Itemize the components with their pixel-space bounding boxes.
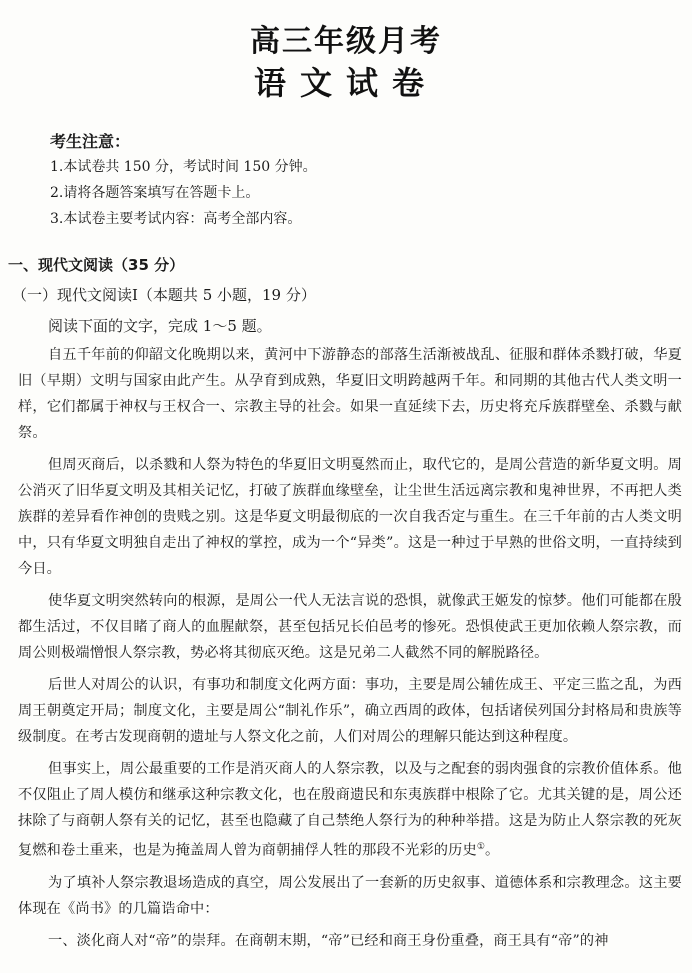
notice-block (50, 130, 650, 232)
exam-subject-title: 语文试卷 (253, 64, 438, 102)
passage-paragraph-text: 但事实上，周公最重要的工作是消灭商人的人祭宗教，以及与之配套的弱肉强食的宗教价值体系。他不仅阻止了周人模仿和继承这种宗教文化，也在殷商遗民和东夷族群中根除了它。尤其关键的是，周公还抹除了与商朝人祭有关的记忆，甚至也隐藏了自己禁绝人祭行为的种种举措。这是为防止人祭宗教的死灰复燃和卷土重来，也是为掩盖周人曾为商朝捕俘人牲的那段不光彩的历史 (18, 761, 682, 859)
passage-paragraph: 但周灭商后，以杀戮和人祭为特色的华夏旧文明戛然而止，取代它的，是周公营造的新华夏文明。周公消灭了旧华夏文明及其相关记忆，打破了族群血缘壁垒，让尘世生活远离宗教和鬼神世界，不再把人类族群的差异看作神创的贵贱之别。这是华夏文明最彻底的一次自我否定与重生。在三千年前的古人类文明中，只有华夏文明独自走出了神权的掌控，成为一个“异类”。这是一种过于早熟的世俗文明，一直持续到今日。 (18, 457, 682, 577)
passage-paragraph: 使华夏文明突然转向的根源，是周公一代人无法言说的恐惧，就像武王姬发的惊梦。他们可能都在殷都生活过，不仅目睹了商人的血腥献祭，甚至包括兄长伯邑考的惨死。恐惧使武王更加依赖人祭宗教，而周公则极端憎恨人祭宗教，势必将其彻底灭绝。这是兄弟二人截然不同的解脱路径。 (18, 593, 682, 661)
passage-paragraph: 一、淡化商人对“帝”的崇拜。在商朝末期，“帝”已经和商王身份重叠，商王具有“帝”的神 (48, 932, 609, 949)
section-heading: 一、现代文阅读（35 分） (8, 256, 185, 274)
passage-paragraph: 自五千年前的仰韶文化晚期以来，黄河中下游静态的部落生活渐被战乱、征服和群体杀戮打破，华夏旧（早期）文明与国家由此产生。从孕育到成熟，华夏旧文明跨越两千年。和同期的其他古代人类文明一样，它们都属于神权与王权合一、宗教主导的社会。如果一直延续下去，历史将充斥族群壁垒、杀戮与献祭。 (18, 347, 682, 441)
notice-heading: 考生注意： (50, 132, 131, 151)
reading-instruction: 阅读下面的文字，完成 1～5 题。 (48, 317, 272, 335)
reading-passage (18, 314, 682, 960)
passage-paragraph: 为了填补人祭宗教退场造成的真空，周公发展出了一套新的历史叙事、道德体系和宗教理念。这主要体现在《尚书》的几篇诰命中： (18, 874, 682, 917)
passage-paragraph: 但事实上，周公最重要的工作是消灭商人的人祭宗教，以及与之配套的弱肉强食的宗教价值体系。他不仅阻止了周人模仿和继承这种宗教文化，也在殷商遗民和东夷族群中根除了它。尤其关键的是，周公还抹除了与商朝人祭有关的记忆，甚至也隐藏了自己禁绝人祭行为的种种举措。这是为防止人祭宗教的死灰复燃和卷土重来，也是为掩盖周人曾为商朝捕俘人牲的那段不光彩的历史①。 (18, 761, 682, 859)
footnote-mark: ① (476, 842, 486, 852)
subsection-heading: （一）现代文阅读Ⅰ（本题共 5 小题，19 分） (12, 286, 316, 304)
notice-item: 2.请将各题答案填写在答题卡上。 (50, 185, 260, 201)
passage-paragraph: 后世人对周公的认识，有事功和制度文化两方面：事功，主要是周公辅佐成王、平定三监之乱，为西周王朝奠定开局；制度文化，主要是周公“制礼作乐”，确立西周的政体，包括诸侯列国分封格局和贵族等级制度。在考古发现商朝的遗址与人祭文化之前，人们对周公的理解只能达到这种程度。 (18, 677, 682, 745)
notice-item: 1.本试卷共 150 分，考试时间 150 分钟。 (50, 159, 317, 175)
notice-item: 3.本试卷主要考试内容：高考全部内容。 (50, 211, 302, 227)
exam-title: 高三年级月考 (250, 24, 442, 59)
